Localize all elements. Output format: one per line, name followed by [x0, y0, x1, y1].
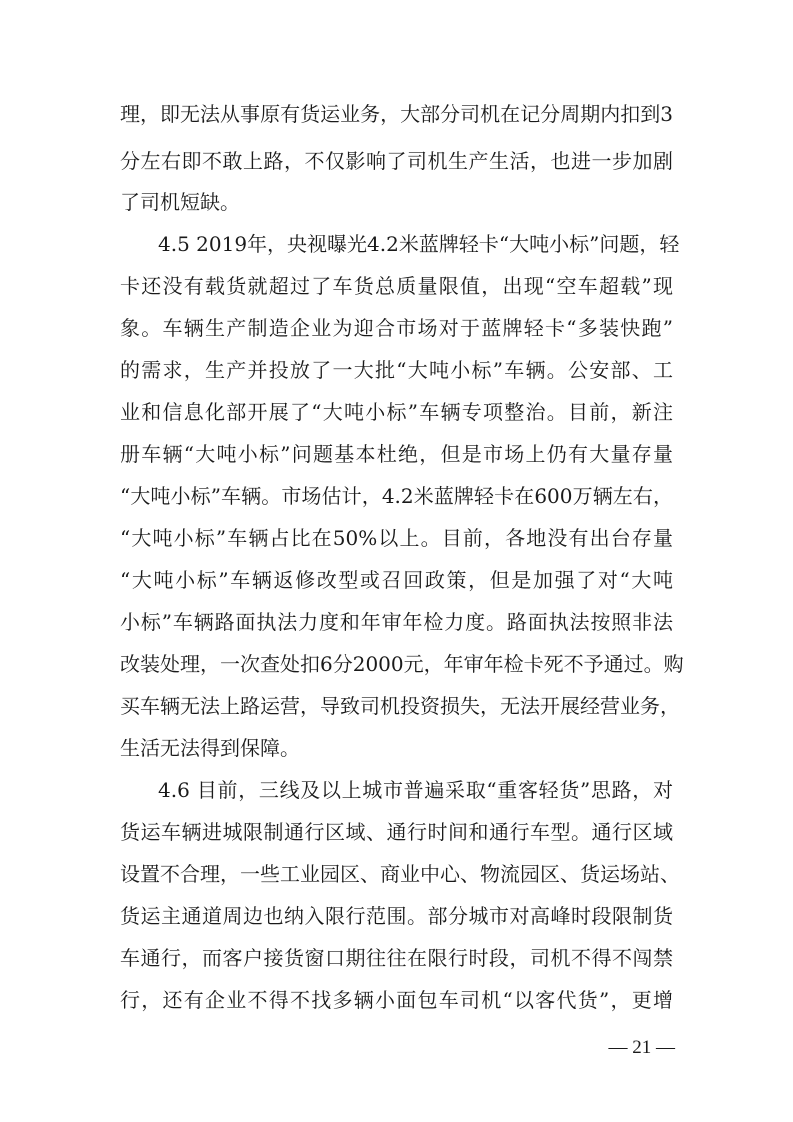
text-line: 分左右即不敢上路，不仅影响了司机生产生活，也进一步加剧	[120, 149, 673, 173]
text-line: 小标”车辆路面执法力度和年审年检力度。路面执法按照非法	[120, 610, 673, 634]
text-line: 册车辆“大吨小标”问题基本杜绝，但是市场上仍有大量存量	[120, 442, 673, 466]
text-line: 象。车辆生产制造企业为迎合市场对于蓝牌轻卡“多装快跑”	[120, 316, 673, 340]
text-line: 改装处理，一次查处扣6分2000元，年审年检卡死不予通过。购	[120, 652, 684, 676]
text-line: 理，即无法从事原有货运业务，大部分司机在记分周期内扣到3	[120, 102, 673, 126]
text-line: 车通行，而客户接货窗口期往往在限行时段，司机不得不闯禁	[120, 946, 673, 970]
text-line: 生活无法得到保障。	[120, 736, 300, 760]
text-line: 的需求，生产并投放了一大批“大吨小标”车辆。公安部、工	[120, 358, 673, 382]
section-4-6-first-line: 4.6 目前，三线及以上城市普遍采取“重客轻货”思路，对	[158, 778, 673, 802]
text-line: “大吨小标”车辆占比在50%以上。目前，各地没有出台存量	[120, 526, 673, 550]
text-line: 业和信息化部开展了“大吨小标”车辆专项整治。目前，新注	[120, 400, 673, 424]
text-line: 卡还没有载货就超过了车货总质量限值，出现“空车超载”现	[120, 274, 673, 298]
text-line: 货运主通道周边也纳入限行范围。部分城市对高峰时段限制货	[120, 904, 673, 928]
text-line: 了司机短缺。	[120, 190, 240, 214]
text-line: 设置不合理，一些工业园区、商业中心、物流园区、货运场站、	[120, 862, 680, 886]
text-line: “大吨小标”车辆。市场估计，4.2米蓝牌轻卡在600万辆左右，	[120, 484, 673, 508]
text-line: 买车辆无法上路运营，导致司机投资损失，无法开展经营业务，	[120, 694, 680, 718]
text-line: “大吨小标”车辆返修改型或召回政策，但是加强了对“大吨	[120, 568, 673, 592]
text-line: 货运车辆进城限制通行区域、通行时间和通行车型。通行区域	[120, 820, 673, 844]
text-line: 行，还有企业不得不找多辆小面包车司机“以客代货”，更增	[120, 988, 673, 1012]
page-number: — 21 —	[608, 1037, 675, 1058]
section-4-5-first-line: 4.5 2019年，央视曝光4.2米蓝牌轻卡“大吨小标”问题，轻	[158, 232, 680, 256]
